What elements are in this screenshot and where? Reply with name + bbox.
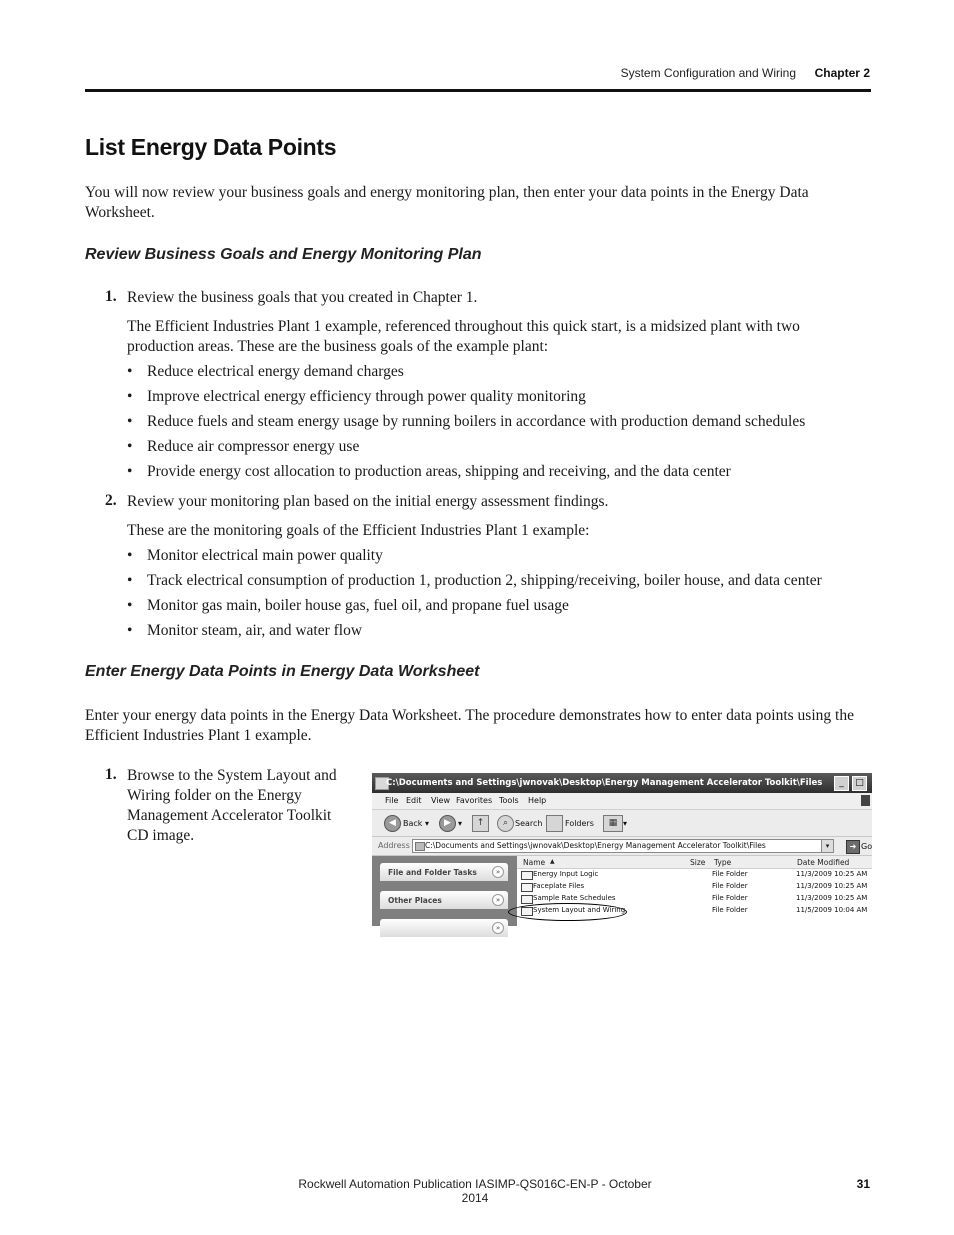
step-detail: These are the monitoring goals of the Efficient Industries Plant 1 example:: [127, 522, 590, 539]
folders-icon[interactable]: [546, 815, 563, 832]
task-pane: [372, 856, 517, 932]
list-item: [127, 387, 805, 412]
list-item: [127, 546, 822, 571]
list-item: [127, 621, 822, 646]
file-name: Faceplate Files: [533, 882, 585, 890]
file-type: File Folder: [712, 882, 748, 890]
footer-publication: Rockwell Automation Publication IASIMP-QS016C-EN-P - October 2014: [298, 1177, 652, 1205]
file-date: 11/3/2009 10:25 AM: [796, 882, 868, 890]
sort-ascending-icon: ▲: [550, 858, 555, 865]
bullet-icon: •: [127, 388, 133, 405]
list-item: [127, 362, 805, 387]
minimize-icon[interactable]: _: [834, 776, 849, 791]
explorer-screenshot: [372, 773, 873, 932]
collapse-chevron-icon[interactable]: »: [492, 922, 504, 934]
views-dropdown-icon[interactable]: ▾: [623, 819, 628, 828]
bullet-icon: •: [127, 622, 133, 639]
bullet-icon: •: [127, 413, 133, 430]
list-item: [127, 437, 805, 462]
list-item: [127, 571, 822, 596]
file-date: 11/3/2009 10:25 AM: [796, 870, 868, 878]
list-item-text: Provide energy cost allocation to production areas, shipping and receiving, and the data center: [147, 463, 731, 480]
page-title: List Energy Data Points: [85, 134, 337, 160]
folder-icon: [521, 871, 533, 880]
column-date[interactable]: Date Modified: [797, 858, 850, 867]
other-places-panel[interactable]: [380, 891, 508, 909]
search-button[interactable]: Search: [515, 819, 543, 828]
header-rule: [85, 89, 871, 92]
page-number: 31: [856, 1177, 870, 1191]
step-number: 2.: [105, 492, 117, 509]
section-heading-review: Review Business Goals and Energy Monitoring Plan: [85, 246, 482, 263]
folders-button[interactable]: Folders: [565, 819, 594, 828]
running-header-section: System Configuration and Wiring: [620, 66, 796, 80]
maximize-icon[interactable]: □: [852, 776, 867, 791]
details-panel[interactable]: [380, 919, 508, 937]
list-item-text: Reduce air compressor energy use: [147, 438, 360, 455]
back-dropdown-icon[interactable]: ▾: [425, 819, 430, 828]
menu-tools[interactable]: Tools: [499, 796, 519, 805]
list-item-text: Monitor electrical main power quality: [147, 547, 383, 564]
panel-title: Other Places: [388, 896, 442, 905]
menu-view[interactable]: View: [431, 796, 450, 805]
file-date: 11/5/2009 10:04 AM: [796, 906, 868, 914]
list-item-text: Monitor gas main, boiler house gas, fuel oil, and propane fuel usage: [147, 597, 569, 614]
file-name: Energy Input Logic: [533, 870, 599, 878]
file-date: 11/3/2009 10:25 AM: [796, 894, 868, 902]
file-name: Sample Rate Schedules: [533, 894, 616, 902]
bullet-icon: •: [127, 597, 133, 614]
list-item-text: Reduce electrical energy demand charges: [147, 363, 404, 380]
folder-icon: [415, 842, 425, 851]
column-type[interactable]: Type: [714, 858, 732, 867]
bullet-icon: •: [127, 463, 133, 480]
intro-paragraph: You will now review your business goals and energy monitoring plan, then enter your data points in the Energy Data Worksheet.: [85, 184, 809, 221]
folder-icon: [521, 883, 533, 892]
forward-dropdown-icon[interactable]: ▾: [458, 819, 463, 828]
menu-favorites[interactable]: Favorites: [456, 796, 493, 805]
column-name[interactable]: Name: [523, 858, 546, 867]
list-item: [127, 462, 805, 487]
address-input[interactable]: [412, 839, 834, 853]
file-type: File Folder: [712, 906, 748, 914]
back-arrow-icon[interactable]: ◀: [384, 815, 401, 832]
views-icon[interactable]: ▦: [603, 815, 623, 832]
window-titlebar: [372, 773, 872, 793]
list-item-text: Reduce fuels and steam energy usage by running boilers in accordance with production demand schedules: [147, 413, 806, 430]
column-size[interactable]: Size: [690, 858, 706, 867]
address-path: C:\Documents and Settings\jwnovak\Desktop\Energy Management Accelerator Toolkit\Files: [425, 841, 766, 850]
list-item: [127, 596, 822, 621]
address-bar: [372, 837, 872, 856]
file-type: File Folder: [712, 870, 748, 878]
file-name: System Layout and Wiring: [533, 906, 626, 914]
toolbar: [372, 810, 872, 837]
menu-help[interactable]: Help: [528, 796, 547, 805]
panel-title: File and Folder Tasks: [388, 868, 477, 877]
section-heading-enter: Enter Energy Data Points in Energy Data Worksheet: [85, 663, 480, 680]
section-intro: Enter your energy data points in the Energy Data Worksheet. The procedure demonstrates how to enter data points using the Efficient Industries Plant 1 example.: [85, 707, 854, 744]
folder-icon: [521, 895, 533, 904]
collapse-chevron-icon[interactable]: »: [492, 866, 504, 878]
bullet-icon: •: [127, 363, 133, 380]
list-item-text: Improve electrical energy efficiency through power quality monitoring: [147, 388, 586, 405]
menu-edit[interactable]: Edit: [406, 796, 422, 805]
windows-logo-icon: [861, 795, 870, 806]
file-folder-tasks-panel[interactable]: [380, 863, 508, 881]
step-detail: The Efficient Industries Plant 1 example, referenced throughout this quick start, is a midsized plant with two production areas. These are the business goals of the example plant:: [127, 318, 800, 355]
step-text: Browse to the System Layout and Wiring folder on the Energy Management Accelerator Toolkit CD image.: [127, 767, 337, 844]
business-goals-list: [127, 362, 805, 487]
list-item-text: Monitor steam, air, and water flow: [147, 622, 363, 639]
bullet-icon: •: [127, 547, 133, 564]
up-folder-icon[interactable]: ↑: [472, 815, 489, 832]
bullet-icon: •: [127, 438, 133, 455]
list-item: [127, 412, 805, 437]
bullet-icon: •: [127, 572, 133, 589]
go-arrow-icon[interactable]: ➜: [846, 840, 860, 854]
address-label: Address: [378, 841, 410, 850]
menu-file[interactable]: File: [385, 796, 399, 805]
file-type: File Folder: [712, 894, 748, 902]
monitoring-goals-list: [127, 546, 822, 646]
step-number: 1.: [105, 766, 117, 783]
file-row[interactable]: [517, 881, 872, 893]
column-header: [517, 856, 872, 869]
step-text: Review your monitoring plan based on the initial energy assessment findings.: [127, 493, 609, 510]
file-row[interactable]: [517, 869, 872, 881]
forward-arrow-icon[interactable]: ▶: [439, 815, 456, 832]
window-title: C:\Documents and Settings\jwnovak\Desktop\Energy Management Accelerator Toolkit\Files: [386, 778, 823, 788]
back-button[interactable]: Back: [403, 819, 423, 828]
highlight-oval: [508, 903, 627, 921]
step-text: Review the business goals that you created in Chapter 1.: [127, 289, 478, 306]
address-dropdown-icon[interactable]: ▾: [821, 840, 833, 852]
collapse-chevron-icon[interactable]: »: [492, 894, 504, 906]
go-button[interactable]: Go: [861, 842, 873, 851]
running-header-chapter: Chapter 2: [814, 66, 870, 80]
list-item-text: Track electrical consumption of production 1, production 2, shipping/receiving, boiler house, and data center: [147, 572, 822, 589]
search-icon[interactable]: ⌕: [497, 815, 514, 832]
step-number: 1.: [105, 288, 117, 305]
menu-bar: [372, 793, 872, 810]
